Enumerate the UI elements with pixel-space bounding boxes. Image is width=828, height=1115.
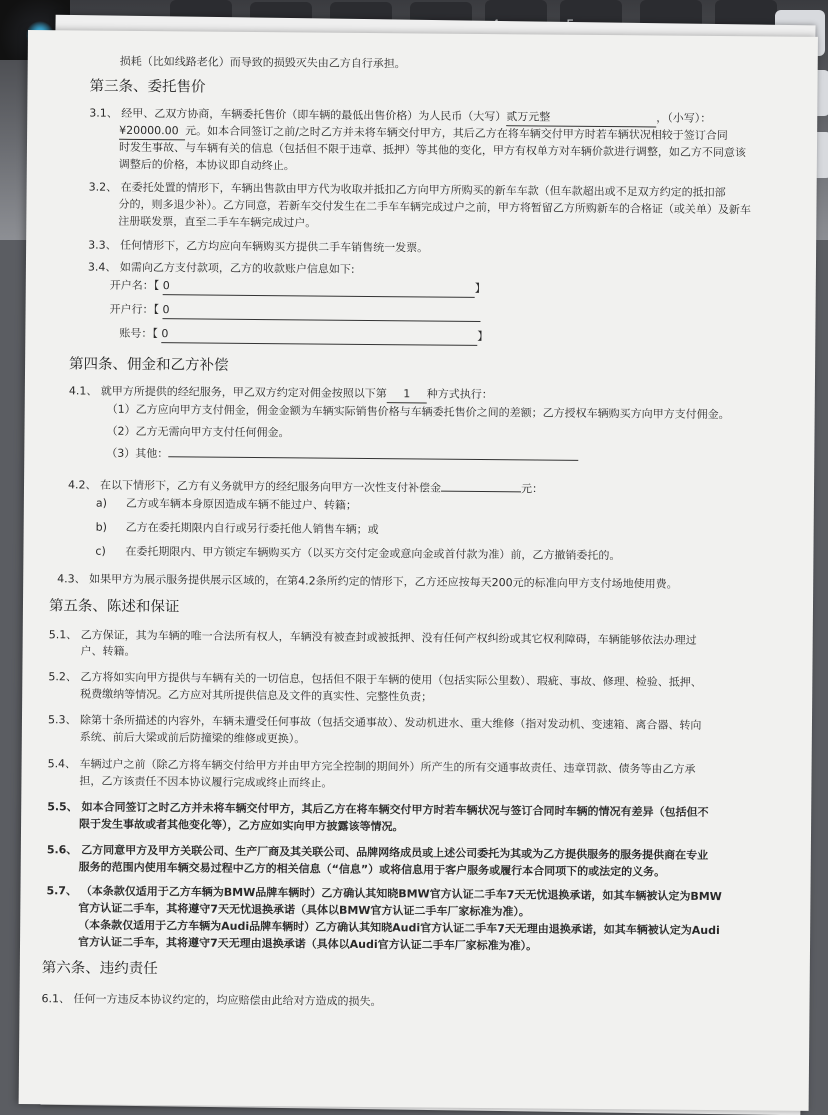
- clause-5-4: 5.4、 车辆过户之前（除乙方将车辆交付给甲方并由甲方完全控制的期间外）所产生的所有交通事故责任、违章罚款、债务等由乙方承: [47, 757, 696, 776]
- compensation-blank: [441, 491, 521, 493]
- account-name-label: 开户名：【: [109, 278, 160, 293]
- clause-3-4: 3.4、 如需向乙方支付款项，乙方的收款账户信息如下:: [87, 260, 355, 276]
- clause-5-1-line2: 户、转籍。: [80, 644, 136, 658]
- contract-page: [19, 30, 818, 1111]
- top-line: 损耗（比如线路老化）而导致的损毁灭失由乙方自行承担。: [119, 54, 406, 71]
- item-a-text: 乙方或车辆本身原因造成车辆不能过户、转籍；: [125, 496, 357, 512]
- clause-4-2-a: [96, 495, 357, 514]
- clause-5-6: 5.6、 乙方同意甲方及甲方关联公司、生产厂商及其关联公司、品牌网络成员或上述公司委托为其或为乙方提供服务的服务提供商在专业: [46, 843, 709, 862]
- item-a-label: a): [95, 496, 107, 510]
- clause-3-1-text-b: 元。如本合同签订之前/之时乙方并未将车辆交付甲方，其后乙方在将车辆交付甲方时若车辆状况相较于签订合同: [185, 124, 728, 143]
- clause-5-7-line4: 官方认证二手车，其将遵守7天无理由退换承诺（具体以Audi官方认证二手车厂家标准为准）。: [77, 935, 538, 953]
- account-name-row: [110, 277, 486, 298]
- commission-option-1: （1）乙方应向甲方支付佣金，佣金金额为车辆实际销售价格与车辆委托售价之间的差额；乙方授权车辆购买方向甲方支付佣金。: [106, 402, 730, 422]
- commission-option-3: [106, 445, 578, 466]
- item-b-label: b): [95, 520, 108, 534]
- clause-5-2: 5.2、 乙方将如实向甲方提供与车辆有关的一切信息，包括但不限于车辆的使用（包括实际公里数）、瑕疵、事故、修理、检验、抵押、: [48, 670, 702, 689]
- clause-4-3: 4.3、 如果甲方为展示服务提供展示区域的，在第4.2条所约定的情形下，乙方还应按每天200元的标准向甲方支付场地使用费。: [57, 572, 678, 591]
- account-number-label: 账号：【: [119, 326, 158, 341]
- bracket-close: 】: [477, 329, 489, 344]
- clause-5-6-line2: 服务的范围内使用车辆交易过程中乙方的相关信息（“信息”）或将信息用于客户服务或履行本合同项下的或法定的义务。: [78, 860, 666, 879]
- account-number-row: [119, 325, 488, 346]
- clause-5-4-line2: 担，乙方该责任不因本协议履行完成或终止而终止。: [79, 774, 333, 790]
- clause-4-2-b: [96, 519, 379, 538]
- account-name-value: 0: [163, 277, 475, 298]
- clause-4-2-text: 4.2、 在以下情形下，乙方有义务就甲方的经纪服务向甲方一次性支付补偿金: [67, 478, 442, 495]
- item-b-text: 乙方在委托期限内自行或另行委托他人销售车辆；或: [125, 520, 379, 537]
- section-6-title: 第六条、违约责任: [41, 960, 158, 978]
- account-number-value: 0: [161, 325, 477, 346]
- clause-6-1: 6.1、 任何一方违反本协议约定的，均应赔偿由此给对方造成的损失。: [41, 992, 382, 1009]
- account-bank-label: 开户行：【: [109, 302, 160, 317]
- clause-3-1-line3: 时发生事故、与车辆有关的信息（包括但不限于违章、抵押）等其他的变化，甲方有权单方对车辆价款进行调整，如乙方不同意该: [118, 140, 747, 160]
- clause-5-3-line2: 系统、前后大梁或前后防撞梁的维修或更换）。: [79, 730, 306, 746]
- clause-5-5: 5.5、 如本合同签订之时乙方并未将车辆交付甲方，其后乙方在将车辆交付甲方时若车辆状况与签订合同时车辆的情况有差异（包括但不: [47, 800, 709, 819]
- clause-5-7: 5.7、 （本条款仅适用于乙方车辆为BMW品牌车辆时）乙方确认其知晓BMW官方认证二手车7天无忧退换承诺，如其车辆被认定为BMW: [46, 884, 722, 904]
- clause-3-1-line4: 调整后的价格，本协议即自动终止。: [118, 157, 295, 173]
- clause-5-5-line2: 限于发生事故或者其他变化等），乙方应如实向甲方披露该等情况。: [79, 817, 404, 834]
- bracket-close: 】: [474, 281, 486, 296]
- clause-4-1-text-b: 种方式执行：: [426, 387, 493, 402]
- item-c-text: 在委托期限内、甲方锁定车辆购买方（以买方交付定金或意向金或首付款为准）前，乙方撤销委托的。: [125, 544, 621, 563]
- clause-5-7-line3: （本条款仅适用于乙方车辆为Audi品牌车辆时）乙方确认其知晓Audi官方认证二手车7天无理由退换承诺，如其车辆被认定为Audi: [78, 918, 720, 938]
- clause-4-2-c: [95, 543, 620, 565]
- clause-4-2-unit: 元：: [520, 482, 544, 496]
- item-c-label: c): [95, 544, 106, 558]
- clause-3-2: 3.2、 在委托处置的情形下，车辆出售款由甲方代为收取并抵扣乙方向甲方所购买的新车车款（但车款超出或不足双方约定的抵扣部: [88, 180, 726, 200]
- other-blank-line: [168, 456, 578, 461]
- clause-4-1-text: 4.1、 就甲方所提供的经纪服务，甲乙双方约定对佣金按照以下第: [68, 384, 387, 401]
- section-5-title: 第五条、陈述和保证: [48, 598, 180, 616]
- clause-3-1-small-label: ，（小写）：: [656, 111, 712, 125]
- clause-3-1-text: 3.1、 经甲、乙双方协商，车辆委托售价（即车辆的最低出售价格）为人民币（大写）: [89, 106, 507, 124]
- clause-3-3: 3.3、 任何情形下，乙方均应向车辆购买方提供二手车销售统一发票。: [88, 238, 429, 255]
- amount-uppercase: 贰万元整: [506, 108, 656, 127]
- account-bank-value: 0: [162, 301, 480, 322]
- commission-option-2: （2）乙方无需向甲方支付任何佣金。: [106, 424, 290, 440]
- account-bank-row: [109, 301, 480, 322]
- clause-5-2-line2: 税费缴纳等情况。乙方应对其所提供信息及文件的真实性、完整性负责；: [80, 687, 433, 704]
- section-4-title: 第四条、佣金和乙方补偿: [69, 356, 229, 374]
- clause-3-2-line2: 分的，则多退少补）。乙方同意，若新车交付发生在二手车车辆完成过户之前，甲方将暂留乙方所购新车的合格证（或关单）及新车: [118, 197, 752, 217]
- clause-3-2-line3: 注册联发票，直至二手车车辆完成过户。: [118, 214, 317, 230]
- commission-option-3-label: （3）其他：: [106, 446, 169, 461]
- section-3-title: 第三条、委托售价: [89, 78, 206, 96]
- clause-5-1: 5.1、 乙方保证，其为车辆的唯一合法所有权人，车辆没有被查封或被抵押、没有任何产权纠纷或其它权利障碍，车辆能够依法办理过: [48, 628, 697, 647]
- amount-number: ¥20000.00: [119, 122, 185, 141]
- commission-option-number: 1: [387, 385, 427, 403]
- clause-5-3: 5.3、 除第十条所描述的内容外，车辆未遭受任何事故（包括交通事故）、发动机进水、重大维修（指对发动机、变速箱、离合器、转向: [47, 713, 702, 732]
- clause-5-7-line2: 官方认证二手车，其将遵守7天无忧退换承诺（具体以BMW官方认证二手车厂家标准为准）。: [78, 901, 531, 919]
